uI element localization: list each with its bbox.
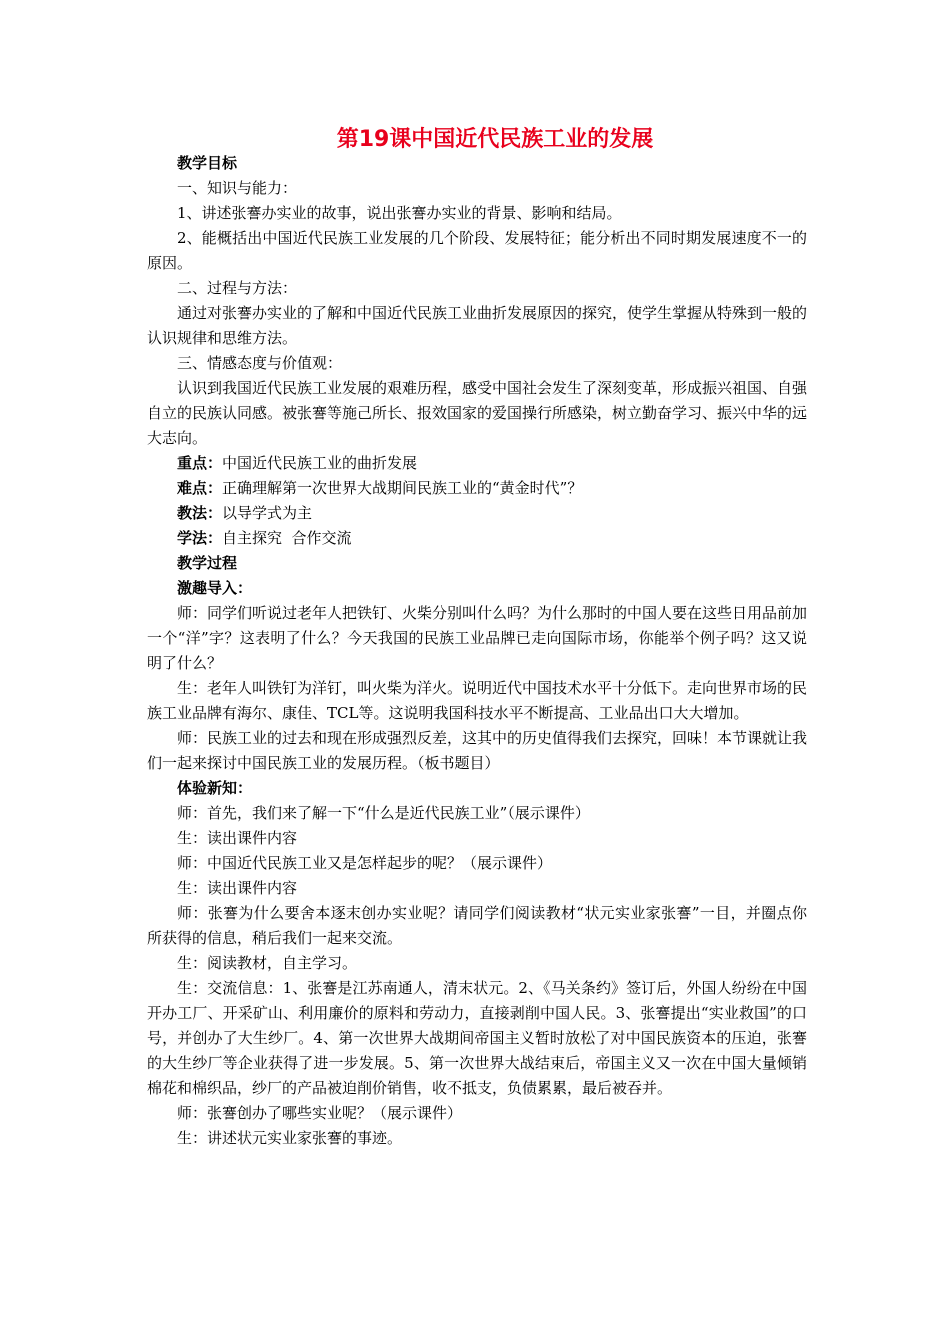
new-knowledge-heading: 体验新知： (177, 779, 253, 797)
paragraph: 师：张謇为什么要舍本逐末创办实业呢？请同学们阅读教材“状元实业家张謇”一目，并圈点你所获得的信息，稍后我们一起来交流。 (147, 904, 807, 947)
paragraph: 生：老年人叫铁钉为洋钉，叫火柴为洋火。说明近代中国技术水平十分低下。走向世界市场的民族工业品牌有海尔、康佳、TCL等。这说明我国科技水平不断提高、工业品出口大大增加。 (147, 679, 808, 722)
knowledge-heading: 一、知识与能力： (177, 179, 298, 197)
paragraph: 认识到我国近代民族工业发展的艰难历程，感受中国社会发生了深刻变革，形成振兴祖国、自强自立的民族认同感。被张謇等施己所长、报效国家的爱国操行所感染，树立勤奋学习、振兴中华的远大志向。 (147, 379, 808, 447)
intro-heading: 激趣导入： (177, 579, 253, 597)
page-title: 第19课中国近代民族工业的发展 (336, 127, 654, 152)
learning-method-line (147, 526, 807, 551)
difficulty-text: 正确理解第一次世界大战期间民族工业的“黄金时代”？ (222, 479, 583, 497)
paragraph: 生：交流信息：1、张謇是江苏南通人，清末状元。2、《马关条约》签订后，外国人纷纷在中国开办工厂、开采矿山、利用廉价的原料和劳动力，直接剥削中国人民。3、张謇提出“实业救国”的口号，并创办了大生纱厂。4、第一次世界大战期间帝国主义暂时放松了对中国民族资本的压迫，张謇的大生纱厂等企业获得了进一步发展。5、第一次世界大战结束后，帝国主义又一次在中国大量倾销棉花和棉织品，纱厂的产品被迫削价销售，收不抵支，负债累累，最后被吞并。 (147, 979, 807, 1097)
key-point-line (147, 451, 807, 476)
paragraph: 师：民族工业的过去和现在形成强烈反差，这其中的历史值得我们去探究，回味！本节课就让我们一起来探讨中国民族工业的发展历程。（板书题目） (147, 729, 808, 772)
lesson-body (147, 151, 807, 1151)
process-section-heading: 教学过程 (177, 554, 238, 572)
teaching-method-label: 教法： (177, 504, 223, 522)
paragraph: 师：张謇创办了哪些实业呢？（展示课件） (177, 1104, 463, 1122)
paragraph: 生：读出课件内容 (177, 829, 298, 847)
key-point-label: 重点： (177, 454, 223, 472)
teaching-method-line (147, 501, 807, 526)
paragraph: 2、能概括出中国近代民族工业发展的几个阶段、发展特征；能分析出不同时期发展速度不一的原因。 (147, 229, 807, 272)
paragraph: 生：读出课件内容 (177, 879, 298, 897)
paragraph: 1、讲述张謇办实业的故事，说出张謇办实业的背景、影响和结局。 (177, 204, 622, 222)
paragraph: 生：阅读教材，自主学习。 (177, 954, 358, 972)
key-point-text: 中国近代民族工业的曲折发展 (222, 454, 418, 472)
learning-method-label: 学法： (177, 529, 223, 547)
difficulty-label: 难点： (177, 479, 223, 497)
teaching-method-text: 以导学式为主 (222, 504, 313, 522)
paragraph: 生：讲述状元实业家张謇的事迹。 (177, 1129, 403, 1147)
paragraph: 师：同学们听说过老年人把铁钉、火柴分别叫什么吗？为什么那时的中国人要在这些日用品前加一个“洋”字？这表明了什么？今天我国的民族工业品牌已走向国际市场，你能举个例子吗？这又说明了什么？ (147, 604, 808, 672)
paragraph: 通过对张謇办实业的了解和中国近代民族工业曲折发展原因的探究，使学生掌握从特殊到一般的认识规律和思维方法。 (147, 304, 808, 347)
objectives-heading: 教学目标 (177, 154, 238, 172)
difficulty-line (147, 476, 807, 501)
paragraph: 师：中国近代民族工业又是怎样起步的呢？（展示课件） (177, 854, 553, 872)
emotion-heading: 三、情感态度与价值观： (177, 354, 343, 372)
learning-method-text: 自主探究 合作交流 (222, 529, 352, 547)
paragraph: 师：首先，我们来了解一下“什么是近代民族工业”（展示课件） (177, 804, 590, 822)
process-heading: 二、过程与方法： (177, 279, 298, 297)
